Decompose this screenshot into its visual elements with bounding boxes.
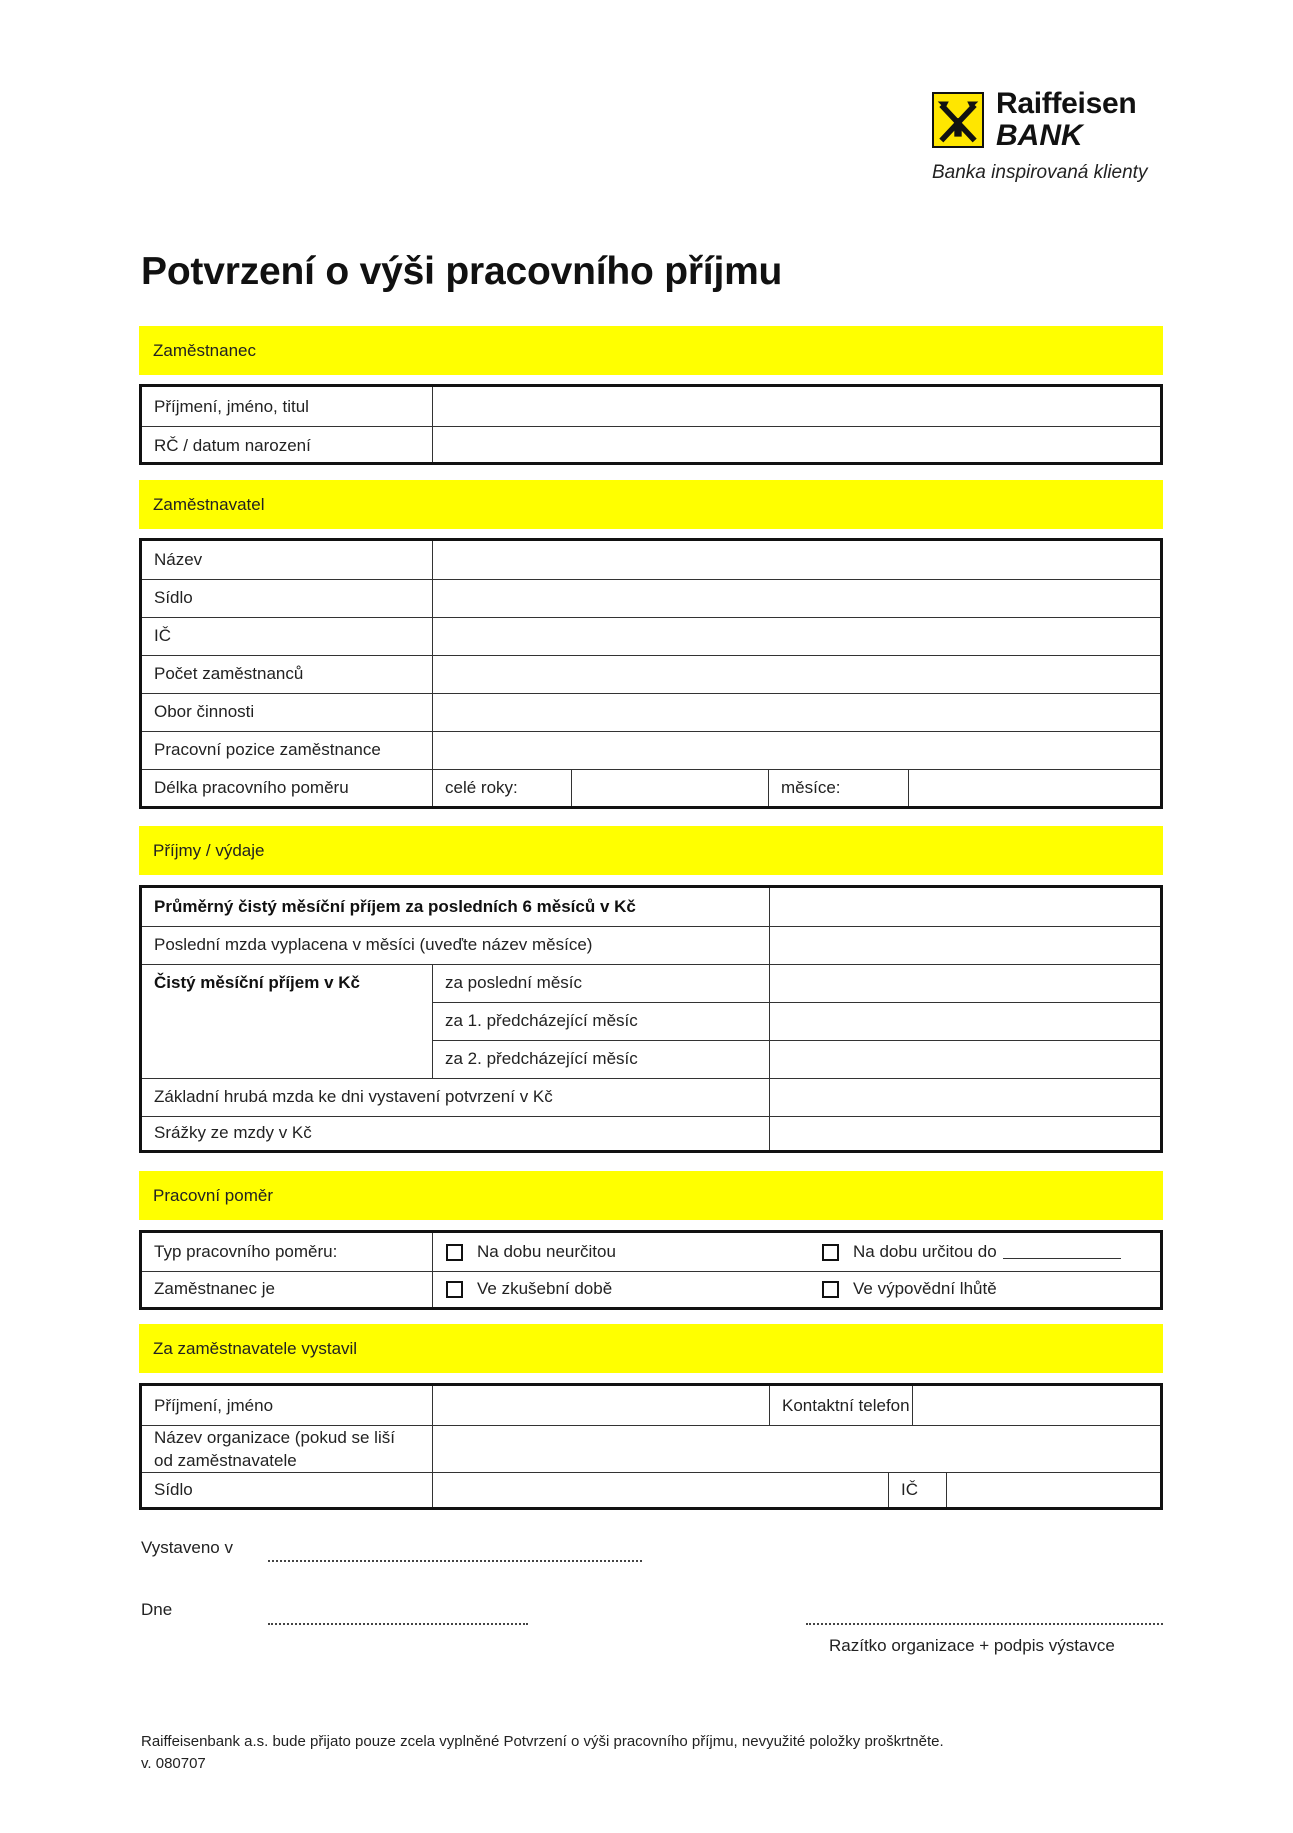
issuer-name-label: Příjmení, jméno (154, 1395, 274, 1415)
months-field[interactable] (909, 769, 1160, 806)
option-definite[interactable] (822, 1233, 1121, 1271)
section-employee: Zaměstnanec (139, 326, 1163, 375)
option-definite-label: Na dobu určitou do (853, 1242, 997, 1261)
employer-table (139, 538, 1163, 809)
income-table (139, 885, 1163, 1153)
issuer-seat-label: Sídlo (154, 1479, 193, 1499)
issued-in-field[interactable] (268, 1560, 642, 1562)
employer-seat-label: Sídlo (154, 588, 193, 607)
logo-bank: BANK (996, 119, 1083, 152)
employer-ic-label: IČ (154, 626, 171, 645)
stamp-signature-field[interactable] (806, 1623, 1163, 1625)
definite-date-field[interactable] (1003, 1245, 1121, 1259)
issuer-org-label-line: Název organizace (pokud se liší (154, 1427, 395, 1447)
option-indefinite-label: Na dobu neurčitou (477, 1242, 616, 1261)
employee-name-field[interactable] (433, 387, 1160, 426)
employer-field-label: Obor činnosti (154, 702, 255, 721)
deductions-field[interactable] (770, 1116, 1160, 1150)
date-label: Dne (141, 1600, 173, 1619)
option-probation[interactable] (446, 1271, 612, 1307)
checkbox-icon[interactable] (822, 1281, 839, 1298)
bank-logo (932, 88, 1157, 188)
net-row-label: za poslední měsíc (445, 973, 583, 992)
logo-slogan: Banka inspirovaná klienty (932, 162, 1148, 183)
logo-name: Raiffeisen (996, 87, 1137, 120)
issuer-seat-field[interactable] (433, 1472, 888, 1507)
employment-duration-label: Délka pracovního poměru (154, 777, 349, 797)
section-issuer: Za zaměstnavatele vystavil (139, 1324, 1163, 1373)
avg-income-field[interactable] (770, 888, 1160, 926)
employer-field-field[interactable] (433, 693, 1160, 731)
employee-birth-field[interactable] (433, 427, 1160, 464)
option-notice[interactable] (822, 1271, 997, 1307)
employee-table (139, 384, 1163, 465)
gross-wage-label: Základní hrubá mzda ke dni vystavení potvrzení v Kč (154, 1087, 553, 1106)
option-indefinite[interactable] (446, 1233, 616, 1271)
section-employment: Pracovní poměr (139, 1171, 1163, 1220)
checkbox-icon[interactable] (446, 1281, 463, 1298)
section-income: Příjmy / výdaje (139, 826, 1163, 875)
checkbox-icon[interactable] (822, 1244, 839, 1261)
employer-position-label: Pracovní pozice zaměstnance (154, 740, 381, 759)
footer-version: v. 080707 (141, 1755, 206, 1772)
gross-wage-field[interactable] (770, 1078, 1160, 1116)
employer-count-field[interactable] (433, 655, 1160, 693)
net-row-label: za 2. předcházející měsíc (445, 1049, 638, 1068)
issuer-phone-label: Kontaktní telefon (782, 1395, 910, 1415)
date-field[interactable] (268, 1623, 528, 1625)
net-row-field[interactable] (770, 964, 1160, 1002)
employment-table (139, 1230, 1163, 1310)
employee-status-label: Zaměstnanec je (154, 1279, 275, 1298)
employer-ic-field[interactable] (433, 617, 1160, 655)
option-probation-label: Ve zkušební době (477, 1279, 613, 1298)
last-paid-label: Poslední mzda vyplacena v měsíci (uveďte název měsíce) (154, 935, 593, 954)
employer-count-label: Počet zaměstnanců (154, 664, 304, 683)
employee-name-label: Příjmení, jméno, titul (154, 396, 309, 416)
last-paid-field[interactable] (770, 926, 1160, 964)
issuer-name-field[interactable] (433, 1386, 769, 1425)
months-label: měsíce: (781, 777, 841, 797)
checkbox-icon[interactable] (446, 1244, 463, 1261)
employer-position-field[interactable] (433, 731, 1160, 769)
net-income-label: Čistý měsíční příjem v Kč (154, 973, 360, 992)
footer-note: Raiffeisenbank a.s. bude přijato pouze zcela vyplněné Potvrzení o výši pracovního příjmu, nevyužité položky proškrtněte. (141, 1733, 944, 1750)
years-field[interactable] (572, 769, 768, 806)
net-row-field[interactable] (770, 1040, 1160, 1078)
section-employer: Zaměstnavatel (139, 480, 1163, 529)
net-row-field[interactable] (770, 1002, 1160, 1040)
employment-type-label: Typ pracovního poměru: (154, 1242, 338, 1261)
employer-name-label: Název (154, 550, 203, 569)
page-title: Potvrzení o výši pracovního příjmu (141, 250, 783, 293)
issuer-phone-field[interactable] (913, 1386, 1160, 1425)
issuer-org-label-line: od zaměstnavatele (154, 1450, 297, 1470)
issuer-table (139, 1383, 1163, 1510)
issued-in-label: Vystaveno v (141, 1538, 233, 1557)
employee-birth-label: RČ / datum narození (154, 435, 311, 455)
deductions-label: Srážky ze mzdy v Kč (154, 1123, 312, 1142)
employer-name-field[interactable] (433, 541, 1160, 579)
issuer-ic-field[interactable] (947, 1472, 1160, 1507)
avg-income-label: Průměrný čistý měsíční příjem za posledních 6 měsíců v Kč (154, 897, 636, 916)
issuer-ic-label: IČ (901, 1479, 918, 1499)
issuer-org-field[interactable] (433, 1425, 1160, 1472)
net-row-label: za 1. předcházející měsíc (445, 1011, 638, 1030)
employer-seat-field[interactable] (433, 579, 1160, 617)
stamp-signature-label: Razítko organizace + podpis výstavce (829, 1636, 1115, 1655)
issuer-org-label (142, 1425, 432, 1472)
option-notice-label: Ve výpovědní lhůtě (853, 1279, 997, 1298)
raiffeisen-gable-cross-icon (932, 92, 984, 148)
years-label: celé roky: (445, 777, 518, 797)
